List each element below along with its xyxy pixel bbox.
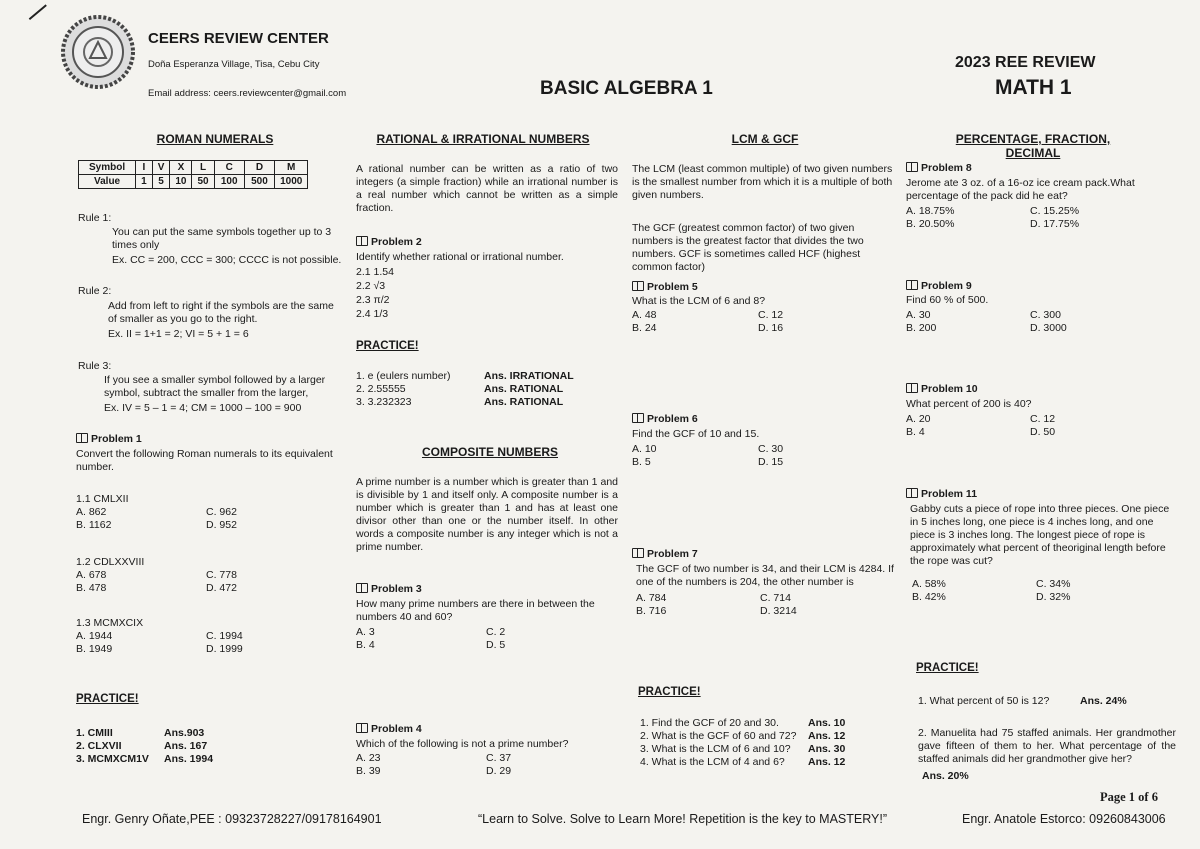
problem5-choices	[632, 309, 872, 335]
rule3-example: Ex. IV = 5 – 1 = 4; CM = 1000 – 100 = 900	[104, 402, 302, 414]
choice-d: D. 15	[758, 456, 784, 468]
choice-c: C. 300	[1030, 309, 1061, 321]
choice-a: A. 20	[906, 413, 931, 425]
practice-answer: Ans. 24%	[1080, 695, 1127, 707]
practice-question: 1. What percent of 50 is 12?	[918, 695, 1050, 707]
value-label: Value	[79, 175, 136, 189]
practice-answer: Ans. 12	[808, 730, 846, 742]
rule2-title: Rule 2:	[78, 285, 112, 297]
practice-question: 3. 3.232323	[356, 396, 412, 408]
choice-c: C. 778	[206, 569, 237, 581]
practice-answer: Ans. 12	[808, 756, 846, 768]
choice-a: A. 784	[636, 592, 667, 604]
choice-c: C. 2	[486, 626, 506, 638]
choice-a: A. 678	[76, 569, 107, 581]
choice-d: D. 1999	[206, 643, 243, 655]
gcf-text: The GCF (greatest common factor) of two given numbers is the greatest factor that divides the two numbers. GCF is sometimes called HCF (highest common factor)	[632, 222, 864, 273]
problem2-title	[356, 236, 422, 249]
rule1-text: You can put the same symbols together up to 3 times only	[112, 226, 332, 251]
problem7-text: The GCF of two number is 34, and their LCM is 4284. If one of the numbers is 204, the other number is	[636, 563, 894, 588]
book-icon	[906, 383, 918, 393]
roman-heading: ROMAN NUMERALS	[156, 132, 274, 146]
problem5-label: Problem 5	[647, 281, 698, 293]
choice-a: A. 30	[906, 309, 931, 321]
problem6-text: Find the GCF of 10 and 15.	[632, 428, 760, 440]
book-icon	[356, 236, 368, 246]
choice-a: A. 18.75%	[906, 205, 955, 217]
problem3-label: Problem 3	[371, 583, 422, 595]
problem8-label: Problem 8	[921, 162, 972, 174]
footer-right: Engr. Anatole Estorco: 09260843006	[962, 812, 1166, 826]
problem9-choices	[906, 309, 1146, 335]
rational-practice-list	[356, 370, 616, 409]
rational-practice-heading: PRACTICE!	[356, 340, 419, 352]
footer-motto: “Learn to Solve. Solve to Learn More! Repetition is the key to MASTERY!”	[478, 812, 887, 826]
choice-b: B. 1949	[76, 643, 113, 655]
practice-answer: Ans. 30	[808, 743, 846, 755]
symbol-cell: X	[170, 161, 192, 175]
practice-answer: Ans. RATIONAL	[484, 396, 564, 408]
org-name: CEERS REVIEW CENTER	[148, 30, 329, 47]
rational-text: A rational number can be written as a ratio of two integers (a simple fraction) while an irrational number is a real number which cannot be written as a simple fraction.	[356, 163, 618, 214]
problem1-title	[76, 433, 142, 446]
corner-mark	[17, 0, 47, 20]
book-icon	[356, 723, 368, 733]
choice-b: B. 200	[906, 322, 937, 334]
choice-d: D. 17.75%	[1030, 218, 1080, 230]
lcm-text: The LCM (least common multiple) of two given numbers is the smallest number from which it is a multiple of both given numbers.	[632, 163, 893, 201]
choice-b: B. 716	[636, 605, 667, 617]
page-number: Page 1 of 6	[1100, 790, 1158, 804]
problem11-text: Gabby cuts a piece of rope into three pieces. One piece in 5 inches long, one piece is 4 inches long, and one piece is 3 inches long. The longest piece of rope is approximately what percent of theoriginal length before the rope was cut?	[910, 503, 1170, 567]
problem1-label: Problem 1	[91, 433, 142, 445]
problem1-item	[76, 556, 336, 595]
rule3-title: Rule 3:	[78, 360, 112, 372]
choice-b: B. 4	[906, 426, 925, 438]
value-cell: 50	[192, 175, 214, 189]
problem4-choices	[356, 752, 596, 778]
problem11-label: Problem 11	[921, 488, 978, 500]
choice-d: D. 5	[486, 639, 506, 651]
lcm-practice-list	[640, 717, 900, 769]
practice-question: 1. CMIII	[76, 727, 113, 739]
choice-b: B. 5	[632, 456, 651, 468]
item-question: 1.2 CDLXXVIII	[76, 556, 145, 568]
problem7-choices	[636, 592, 876, 618]
problem5-title	[632, 281, 698, 294]
problem1-item	[76, 493, 336, 532]
problem10-choices	[906, 413, 1146, 439]
choice-c: C. 714	[760, 592, 791, 604]
practice-question: 3. MCMXCM1V	[76, 753, 149, 765]
problem6-title	[632, 413, 698, 426]
choice-a: A. 10	[632, 443, 657, 455]
book-icon	[356, 583, 368, 593]
problem3-text: How many prime numbers are there in between the numbers 40 and 60?	[356, 598, 595, 623]
problem2-item: 2.2 √3	[356, 280, 386, 292]
symbol-cell: I	[136, 161, 153, 175]
practice-answer: Ans. 167	[164, 740, 208, 752]
choice-d: D. 472	[206, 582, 237, 594]
practice-answer: Ans. RATIONAL	[484, 383, 564, 395]
problem2-item: 2.3 π/2	[356, 294, 390, 306]
rule2-example: Ex. II = 1+1 = 2; VI = 5 + 1 = 6	[108, 328, 249, 340]
rational-heading: RATIONAL & IRRATIONAL NUMBERS	[376, 132, 590, 146]
percent-practice-1	[918, 695, 1168, 708]
rule1-title: Rule 1:	[78, 212, 112, 224]
review-title: 2023 REE REVIEW	[955, 54, 1096, 71]
problem2-items	[356, 265, 394, 321]
choice-a: A. 1944	[76, 630, 113, 642]
problem10-title	[906, 383, 978, 396]
symbol-cell: M	[275, 161, 308, 175]
book-icon	[906, 488, 918, 498]
book-icon	[632, 281, 644, 291]
percent-practice-2: 2. Manuelita had 75 staffed animals. Her grandmother gave fifteen of them to her. What percentage of the staffed animals did her grandmother give her?	[918, 727, 1176, 765]
problem8-title	[906, 162, 972, 175]
subject-title: MATH 1	[995, 76, 1072, 99]
item-question: 1.3 MCMXCIX	[76, 617, 144, 629]
choice-d: D. 32%	[1036, 591, 1071, 603]
problem1-item	[76, 617, 336, 656]
practice-answer: Ans. 10	[808, 717, 846, 729]
book-icon	[632, 413, 644, 423]
value-cell: 100	[214, 175, 244, 189]
problem1-text: Convert the following Roman numerals to its equivalent number.	[76, 448, 333, 473]
problem3-choices	[356, 626, 596, 652]
practice-question: 1. e (eulers number)	[356, 370, 451, 382]
practice-question: 2. What is the GCF of 60 and 72?	[640, 730, 797, 742]
choice-c: C. 1994	[206, 630, 243, 642]
choice-a: A. 58%	[912, 578, 946, 590]
problem3-title	[356, 583, 422, 596]
footer-left: Engr. Genry Oñate,PEE : 09323728227/09178164901	[82, 812, 382, 826]
lcm-heading: LCM & GCF	[731, 132, 799, 146]
problem6-label: Problem 6	[647, 413, 698, 425]
choice-d: D. 29	[486, 765, 512, 777]
composite-text: A prime number is a number which is greater than 1 and is divisible by 1 and itself only. A composite number is a number which is greater than 1 and has at least one divisor other than one or the number itself. In other words a composite number is any integer which is not a prime number.	[356, 476, 618, 553]
rule3-text: If you see a smaller symbol followed by a larger symbol, subtract the smaller from the larger,	[104, 374, 326, 399]
value-cell: 10	[170, 175, 192, 189]
book-icon	[632, 548, 644, 558]
problem7-label: Problem 7	[647, 548, 698, 560]
choice-a: A. 48	[632, 309, 657, 321]
choice-b: B. 20.50%	[906, 218, 955, 230]
problem6-choices	[632, 443, 872, 469]
doc-title: BASIC ALGEBRA 1	[540, 78, 713, 99]
composite-heading: COMPOSITE NUMBERS	[421, 445, 558, 459]
problem10-text: What percent of 200 is 40?	[906, 398, 1032, 410]
practice-question: 1. Find the GCF of 20 and 30.	[640, 717, 779, 729]
problem9-label: Problem 9	[921, 280, 972, 292]
roman-table	[78, 160, 308, 189]
problem2-label: Problem 2	[371, 236, 422, 248]
rule1-example: Ex. CC = 200, CCC = 300; CCCC is not possible.	[112, 254, 342, 266]
problem11-title	[906, 488, 977, 501]
percent-practice-heading: PRACTICE!	[916, 662, 979, 674]
choice-c: C. 30	[758, 443, 784, 455]
practice-question: 2. CLXVII	[76, 740, 122, 752]
choice-c: C. 37	[486, 752, 512, 764]
problem7-title	[632, 548, 698, 561]
symbol-cell: C	[214, 161, 244, 175]
choice-d: D. 3000	[1030, 322, 1067, 334]
practice-answer: Ans.903	[164, 727, 205, 739]
value-cell: 1000	[275, 175, 308, 189]
problem9-title	[906, 280, 972, 293]
value-cell: 1	[136, 175, 153, 189]
practice-question: 3. What is the LCM of 6 and 10?	[640, 743, 791, 755]
choice-d: D. 952	[206, 519, 237, 531]
lcm-practice-heading: PRACTICE!	[638, 686, 701, 698]
choice-b: B. 478	[76, 582, 107, 594]
roman-practice-list	[76, 727, 276, 766]
practice-answer: Ans. 1994	[164, 753, 214, 765]
practice-answer: Ans. IRRATIONAL	[484, 370, 574, 382]
org-email: Email address: ceers.reviewcenter@gmail.com	[148, 88, 347, 99]
choice-c: C. 962	[206, 506, 237, 518]
choice-c: C. 12	[758, 309, 784, 321]
problem5-text: What is the LCM of 6 and 8?	[632, 295, 766, 307]
problem10-label: Problem 10	[921, 383, 978, 395]
choice-b: B. 4	[356, 639, 375, 651]
percent-heading: PERCENTAGE, FRACTION, DECIMAL	[955, 132, 1111, 160]
choice-a: A. 3	[356, 626, 375, 638]
item-question: 1.1 CMLXII	[76, 493, 129, 505]
choice-d: D. 16	[758, 322, 784, 334]
problem4-label: Problem 4	[371, 723, 422, 735]
org-address: Doña Esperanza Village, Tisa, Cebu City	[148, 59, 320, 70]
choice-c: C. 12	[1030, 413, 1056, 425]
problem4-title	[356, 723, 422, 736]
problem9-text: Find 60 % of 500.	[906, 294, 989, 306]
rule2-text: Add from left to right if the symbols are the same of smaller as you go to the right.	[108, 300, 334, 325]
problem2-item: 2.1 1.54	[356, 266, 394, 278]
choice-c: C. 15.25%	[1030, 205, 1080, 217]
book-icon	[906, 280, 918, 290]
practice-question: 4. What is the LCM of 4 and 6?	[640, 756, 785, 768]
book-icon	[76, 433, 88, 443]
problem8-text: Jerome ate 3 oz. of a 16-oz ice cream pack.What percentage of the pack did he eat?	[906, 177, 1135, 202]
problem4-text: Which of the following is not a prime number?	[356, 738, 569, 750]
symbol-label: Symbol	[79, 161, 136, 175]
choice-b: B. 24	[632, 322, 657, 334]
choice-b: B. 39	[356, 765, 381, 777]
problem2-text: Identify whether rational or irrational number.	[356, 251, 564, 263]
choice-d: D. 3214	[760, 605, 797, 617]
problem2-item: 2.4 1/3	[356, 308, 389, 320]
choice-a: A. 23	[356, 752, 381, 764]
practice-question: 2. 2.55555	[356, 383, 406, 395]
symbol-cell: L	[192, 161, 214, 175]
value-cell: 5	[152, 175, 170, 189]
logo-seal	[60, 14, 136, 90]
choice-a: A. 862	[76, 506, 107, 518]
choice-c: C. 34%	[1036, 578, 1071, 590]
choice-b: B. 1162	[76, 519, 112, 531]
problem8-choices	[906, 205, 1146, 231]
choice-b: B. 42%	[912, 591, 946, 603]
symbol-cell: D	[244, 161, 274, 175]
symbol-cell: V	[152, 161, 170, 175]
roman-practice-heading: PRACTICE!	[76, 693, 139, 705]
percent-practice-2-answer: Ans. 20%	[922, 770, 969, 782]
problem11-choices	[912, 578, 1152, 604]
book-icon	[906, 162, 918, 172]
value-cell: 500	[244, 175, 274, 189]
choice-d: D. 50	[1030, 426, 1056, 438]
